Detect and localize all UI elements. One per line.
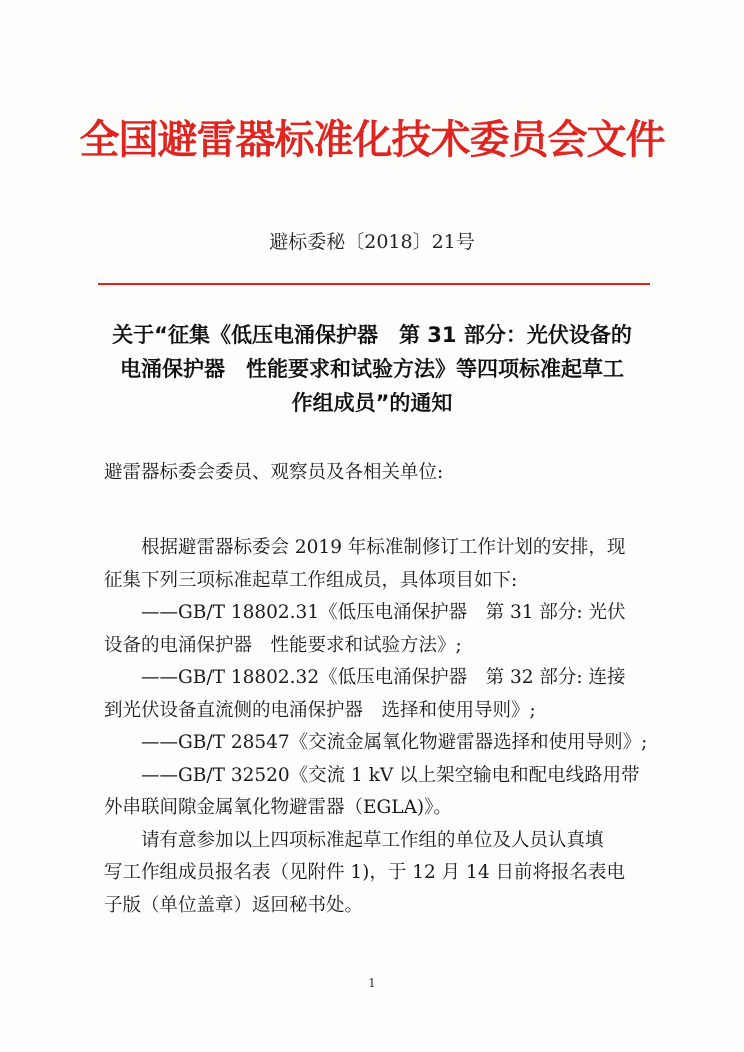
notice-title (100, 318, 644, 420)
body-line: 到光伏设备直流侧的电涌保护器 选择和使用导则》; (104, 699, 536, 721)
notice-body (104, 532, 664, 922)
body-line: 外串联间隙金属氧化物避雷器（EGLA)》。 (104, 797, 452, 818)
body-line: 写工作组成员报名表（见附件 1)，于 12 月 14 日前将报名表电 (104, 862, 625, 883)
body-line: ——GB/T 18802.32《低压电涌保护器 第 32 部分: 连接 (141, 667, 626, 688)
page-number: 1 (368, 976, 376, 990)
body-line: ——GB/T 32520《交流 1 kV 以上架空输电和配电线路用带 (141, 764, 640, 786)
body-line: ——GB/T 28547《交流金属氧化物避雷器选择和使用导则》; (141, 732, 648, 753)
document-number: 避标委秘〔2018〕21号 (269, 231, 475, 253)
red-divider-line (98, 283, 650, 285)
body-line: 根据避雷器标委会 2019 年标准制修订工作计划的安排，现 (141, 537, 626, 558)
body-line: 子版（单位盖章）返回秘书处。 (104, 894, 364, 916)
notice-title-line-3: 作组成员”的通知 (291, 391, 453, 415)
body-line: 请有意参加以上四项标准起草工作组的单位及人员认真填 (141, 829, 604, 851)
body-line: 征集下列三项标准起草工作组成员，具体项目如下: (104, 569, 518, 591)
body-line: 设备的电涌保护器 性能要求和试验方法》; (104, 634, 462, 656)
salutation: 避雷器标委会委员、观察员及各相关单位: (104, 462, 444, 483)
notice-title-line-1: 关于“征集《低压电涌保护器 第 31 部分：光伏设备的 (112, 323, 632, 347)
body-line: ——GB/T 18802.31《低压电涌保护器 第 31 部分: 光伏 (141, 602, 626, 623)
issuing-organization-title: 全国避雷器标准化技术委员会文件 (79, 117, 665, 163)
notice-title-line-2: 电涌保护器 性能要求和试验方法》等四项标准起草工 (120, 357, 624, 381)
